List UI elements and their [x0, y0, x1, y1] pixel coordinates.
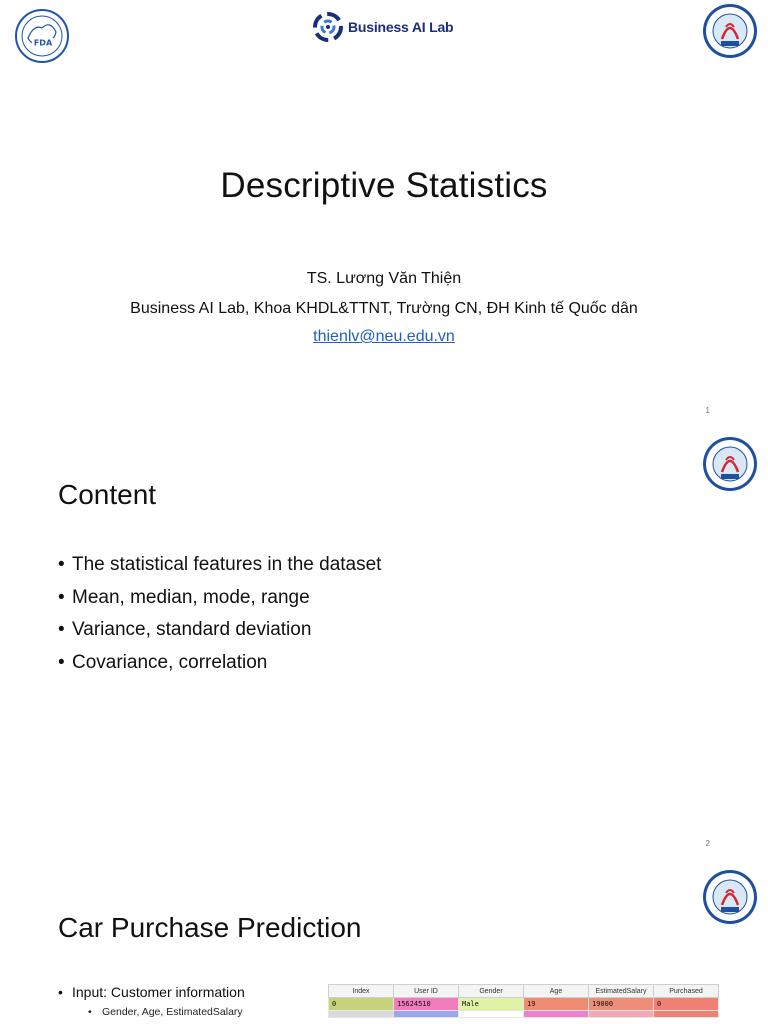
presentation-title: Descriptive Statistics — [220, 166, 548, 205]
university-seal-logo — [702, 436, 758, 492]
table-cell: 0 — [654, 998, 719, 1011]
slide-heading: Content — [58, 479, 157, 510]
slide-car-purchase — [0, 866, 768, 1024]
university-seal-logo — [702, 869, 758, 925]
slide-heading: Car Purchase Prediction — [58, 912, 362, 943]
list-item: • Covariance, correlation — [58, 651, 268, 673]
table-header-row — [329, 985, 719, 998]
column-header: Index — [329, 985, 394, 998]
list-item: • Variance, standard deviation — [58, 619, 312, 640]
column-header: Age — [524, 985, 589, 998]
email-link[interactable]: thienlv@neu.edu.vn — [313, 328, 455, 345]
affiliation: Business AI Lab, Khoa KHDL&TTNT, Trường CN, ĐH Kinh tế Quốc dân — [130, 300, 638, 317]
column-header: Purchased — [654, 985, 719, 998]
slide-content — [0, 433, 768, 866]
fda-seal-logo — [14, 8, 70, 64]
svg-text:FDA: FDA — [33, 38, 53, 48]
table-cell: 0 — [329, 998, 394, 1011]
table-cell: 19000 — [589, 998, 654, 1011]
table-row — [329, 998, 719, 1011]
column-header: User ID — [394, 985, 459, 998]
column-header: Gender — [459, 985, 524, 998]
university-seal-logo — [702, 3, 758, 59]
column-header: EstimatedSalary — [589, 985, 654, 998]
table-cell: Male — [459, 998, 524, 1011]
author-name: TS. Lương Văn Thiện — [306, 270, 462, 287]
page-number: 1 — [705, 406, 710, 415]
list-item: • The statistical features in the dataset — [58, 554, 382, 575]
list-item: • Input: Customer information — [58, 984, 245, 1000]
slide-title — [0, 0, 768, 433]
data-table — [328, 984, 719, 1018]
business-ai-lab-logo — [312, 10, 453, 44]
list-item: • Mean, median, mode, range — [58, 586, 310, 608]
table-cell: 19 — [524, 998, 589, 1011]
lab-name: Business AI Lab — [348, 19, 454, 35]
sub-list-item: • Gender, Age, EstimatedSalary — [88, 1006, 243, 1018]
bullet-list — [58, 549, 381, 679]
email-line — [0, 328, 768, 346]
page-number: 2 — [705, 839, 710, 848]
swirl-icon — [312, 11, 344, 43]
table-cell: 15624510 — [394, 998, 459, 1011]
table-row-partial — [329, 1011, 719, 1018]
